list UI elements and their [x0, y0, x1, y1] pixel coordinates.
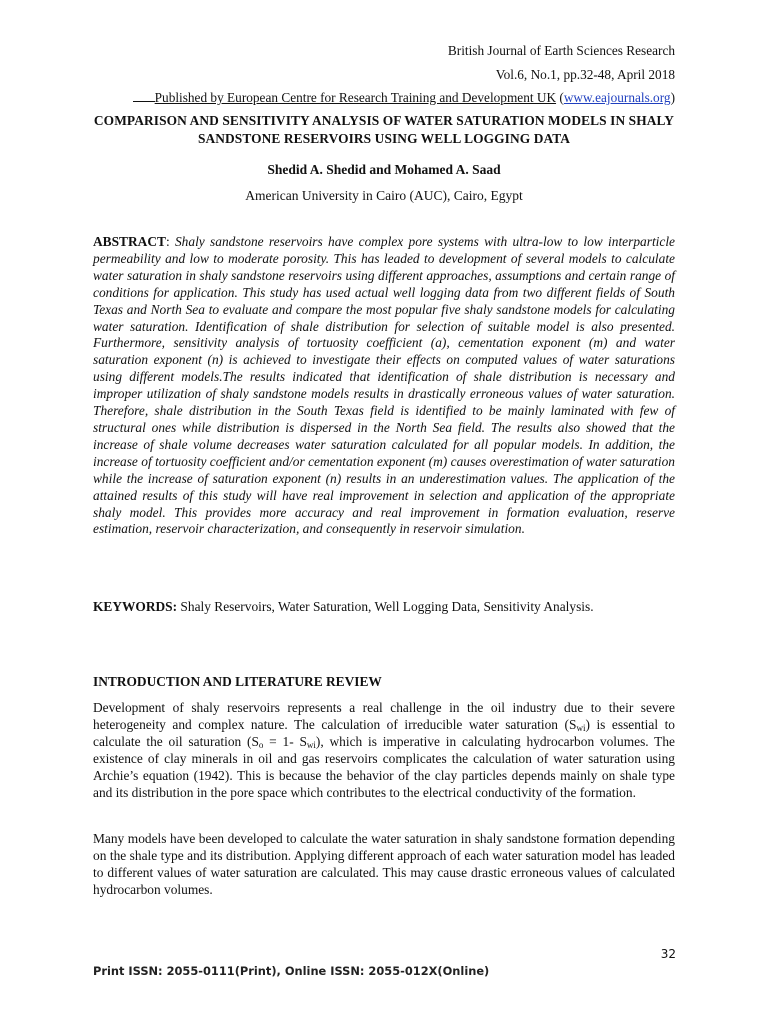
page-number: 32 [660, 947, 676, 961]
p1-text-a: Development of shaly reservoirs represents a real challenge in the oil industry due to their severe heterogeneity and complex nature. The calculation of irreducible water saturation (S [93, 700, 675, 732]
publisher-text: Published by European Centre for Research Training and Development UK [154, 90, 557, 105]
journal-name: British Journal of Earth Sciences Research [447, 43, 675, 58]
section-heading-introduction: INTRODUCTION AND LITERATURE REVIEW [93, 674, 382, 689]
p1-sub-wi: wi [576, 723, 586, 733]
underline-leader [133, 90, 155, 102]
link-open-paren: ( [559, 90, 564, 105]
link-close-paren: ) [670, 90, 675, 105]
abstract-separator: : [165, 234, 175, 249]
intro-paragraph-2: Many models have been developed to calculate the water saturation in shaly sandstone formation depending on the shale type and its distribution. Applying different approach of each water saturation model has leaded to different values of water saturation are calculated. This may cause drastic erroneous values of calculated hydrocarbon volumes. [93, 831, 675, 897]
paper-authors: Shedid A. Shedid and Mohamed A. Saad [267, 162, 501, 177]
abstract-block [93, 234, 675, 538]
abstract-text: Shaly sandstone reservoirs have complex pore systems with ultra-low to low interparticle permeability and low to moderate porosity. This has leaded to development of several models to calculate water saturation in shaly sandstone reservoirs using different approaches, assumptions and certain range of conditions for application. This study has used actual well logging data from two different fields of South Texas and North Sea to evaluate and compare the most popular five shaly sandstone models for calculating water saturation. Identification of shale distribution for selection of suitable model is also presented. Furthermore, sensitivity analysis of tortuosity coefficient (a), cementation exponent (m) and water saturation exponent (n) is achieved to investigate their effects on computed values of water saturations using different models.The results indicated that identification of shale distribution is necessary and improper utilization of shaly sandstone models results in drastically erroneous values of water saturation. Therefore, shale distribution in the South Texas field is identified to be mainly laminated with few of structural ones while distribution is dispersed in the North Sea field. The results also showed that the increase of shale volume decreases water saturation calculated for all popular models. In addition, the increase of tortuosity coefficient and/or cementation exponent (m) causes overestimation of water saturation while the increase of saturation exponent (n) results in an underestimation values. The application of the attained results of this study will have real improvement in selection and application of the appropriate shaly model. This provides more accuracy and real improvement in formation evaluation, reserve estimation, reservoir characterization, and consequently in reservoir simulation. [93, 234, 675, 537]
intro-paragraph-1 [93, 699, 675, 801]
p1-text-b: ) is essential to calculate the oil saturation (S [93, 717, 675, 749]
publisher-link[interactable]: www.eajournals.org [563, 90, 671, 105]
p1-text-d: ), which is imperative in calculating hydrocarbon volumes. The existence of clay minerals in oil and gas reservoirs complicates the calculation of water saturation using Archie’s equation (1942). This is because the behavior of the clay particles depends mainly on shale type and its distribution in the pore space which contributes to the electrical conductivity of the formation. [93, 734, 675, 800]
abstract-label: ABSTRACT [93, 234, 166, 249]
author-affiliation: American University in Cairo (AUC), Cairo, Egypt [245, 188, 523, 203]
paper-title: COMPARISON AND SENSITIVITY ANALYSIS OF WATER SATURATION MODELS IN SHALY SANDSTONE RESERVOIRS USING WELL LOGGING DATA [93, 113, 675, 146]
p1-sub-o: o [258, 740, 264, 750]
p1-text-c: = 1- S [263, 734, 307, 749]
keywords-block [93, 598, 675, 615]
keywords-label: KEYWORDS: [93, 599, 178, 614]
journal-volume: Vol.6, No.1, pp.32-48, April 2018 [495, 67, 675, 82]
publisher-line [133, 90, 675, 106]
footer-issn: Print ISSN: 2055-0111(Print), Online ISSN: 2055-012X(Online) [93, 964, 490, 978]
keywords-text: Shaly Reservoirs, Water Saturation, Well Logging Data, Sensitivity Analysis. [177, 599, 594, 614]
p1-sub-wi-2: wi [306, 740, 316, 750]
